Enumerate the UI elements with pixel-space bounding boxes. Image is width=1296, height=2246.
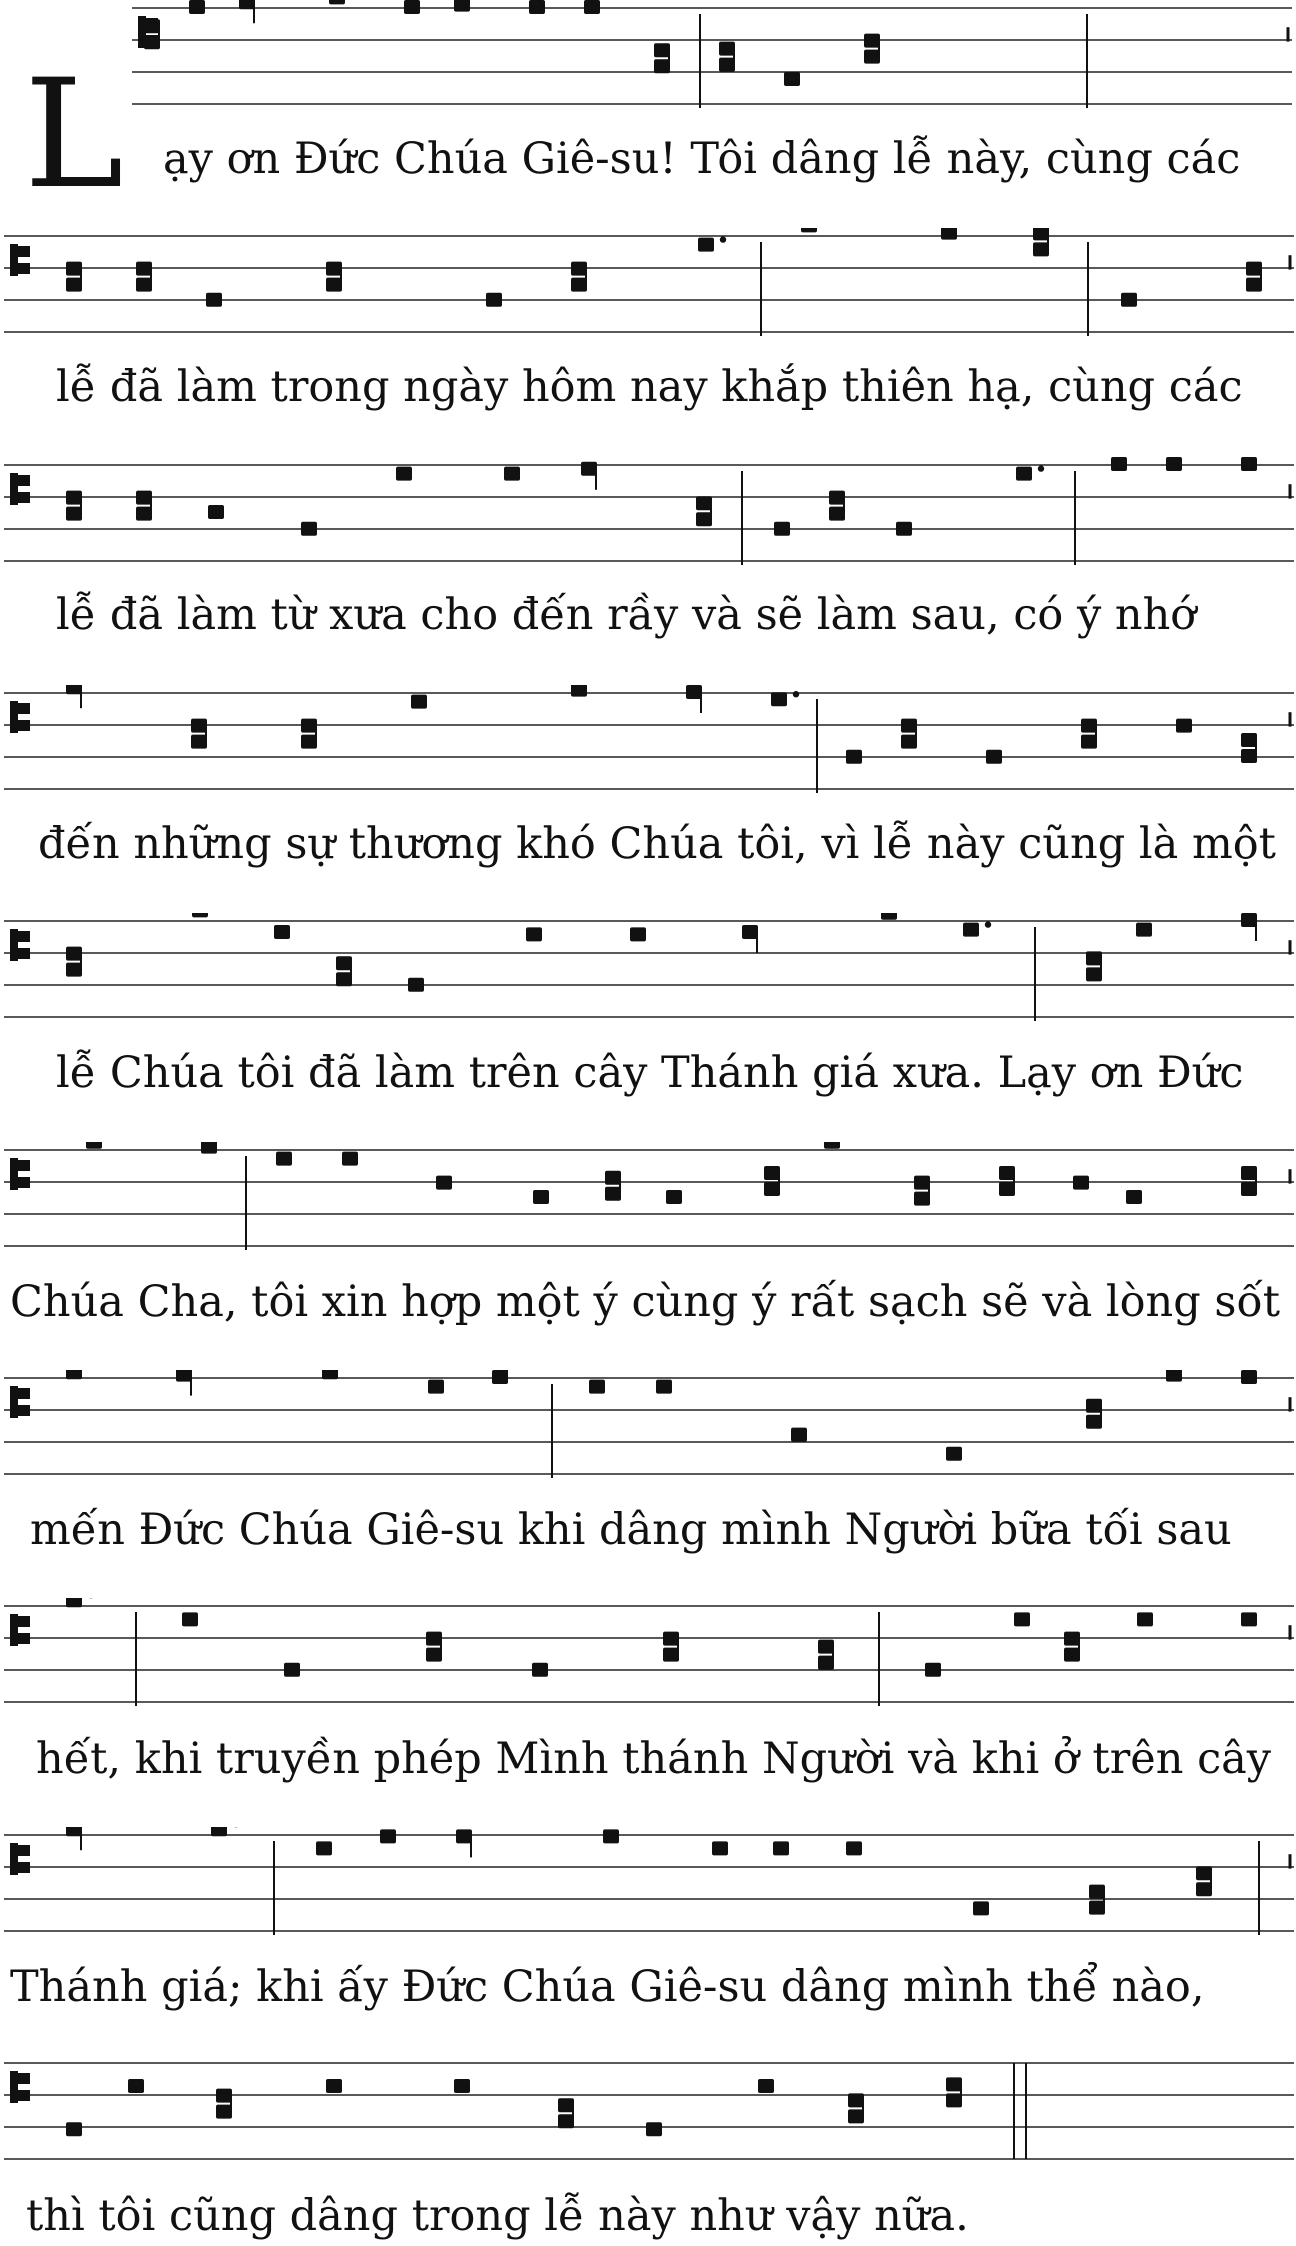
neume-punctum: [764, 1166, 780, 1196]
neume-punctum: [963, 921, 991, 936]
neume-punctum: [336, 956, 352, 986]
staff-svg: [4, 913, 1294, 1033]
neume-punctum: [1166, 457, 1182, 471]
staff-svg: [4, 1142, 1294, 1262]
lyric-line-7: mến Đức Chúa Giê-su khi dâng mình Người bữa tối sau: [30, 1505, 1232, 1555]
neume-punctum: [603, 1829, 619, 1843]
neume-punctum: [719, 42, 735, 72]
neume-punctum: [986, 750, 1002, 764]
staff-4: [4, 685, 1294, 805]
do-clef-icon: [10, 1158, 30, 1190]
neume-punctum: [128, 2079, 144, 2093]
lyric-line-5: lễ Chúa tôi đã làm trên cây Thánh giá xưa. Lạy ơn Đức: [56, 1048, 1244, 1098]
neume-punctum: [742, 925, 758, 953]
staff-svg: [4, 228, 1294, 348]
neume-punctum: [1073, 1176, 1089, 1190]
neume-punctum: [1246, 262, 1262, 292]
neume-punctum: [1136, 923, 1152, 937]
staff-svg: [132, 0, 1292, 120]
neume-punctum: [696, 496, 712, 526]
neume-punctum: [1137, 1612, 1153, 1626]
drop-cap: L: [24, 48, 124, 222]
lyric-line-10: thì tôi cũng dâng trong lễ này như vậy nữa.: [26, 2191, 969, 2241]
neume-punctum: [758, 2079, 774, 2093]
neume-punctum: [1016, 465, 1044, 480]
neume-punctum: [532, 1663, 548, 1677]
do-clef-icon: [10, 1843, 30, 1875]
neume-punctum: [829, 491, 845, 521]
do-clef-icon: [10, 929, 30, 961]
neume-punctum: [206, 293, 222, 307]
neume-punctum: [698, 236, 726, 251]
neume-punctum: [189, 0, 205, 14]
neume-punctum: [846, 1841, 862, 1855]
lyric-line-3: lễ đã làm từ xưa cho đến rầy và sẽ làm sau, có ý nhớ: [56, 590, 1197, 640]
neume-punctum: [646, 2122, 662, 2136]
neume-punctum: [896, 522, 912, 536]
neume-punctum: [342, 1152, 358, 1166]
neume-punctum: [584, 0, 600, 14]
staff-2: [4, 228, 1294, 348]
neume-punctum: [801, 228, 817, 232]
neume-punctum: [558, 2098, 574, 2128]
staff-7: [4, 1370, 1294, 1490]
neume-punctum: [1241, 733, 1257, 763]
neume-punctum: [605, 1171, 621, 1201]
neume-punctum: [408, 978, 424, 992]
neume-punctum: [901, 719, 917, 749]
neume-punctum: [66, 262, 82, 292]
neume-punctum: [1241, 1612, 1257, 1626]
neume-punctum: [66, 1370, 82, 1379]
neume-punctum: [136, 491, 152, 521]
neume-punctum: [66, 685, 82, 708]
neume-punctum: [66, 491, 82, 521]
neume-punctum: [818, 1640, 834, 1670]
neume-punctum: [326, 2079, 342, 2093]
neume-punctum: [216, 2089, 232, 2119]
neume-punctum: [941, 228, 957, 240]
staff-svg: [4, 1370, 1294, 1490]
neume-punctum: [380, 1829, 396, 1843]
do-clef-icon: [10, 1614, 30, 1646]
neume-punctum: [1196, 1866, 1212, 1896]
neume-punctum: [663, 1632, 679, 1662]
neume-punctum: [86, 1142, 102, 1149]
staff-svg: [4, 1827, 1294, 1947]
neume-punctum: [1086, 1399, 1102, 1429]
neume-punctum: [526, 927, 542, 941]
staff-8: [4, 1598, 1294, 1718]
neume-punctum: [66, 2122, 82, 2136]
staff-10: [4, 2055, 1294, 2175]
staff-1: [132, 0, 1292, 120]
neume-punctum: [1081, 719, 1097, 749]
neume-punctum: [329, 0, 345, 4]
neume-punctum: [284, 1663, 300, 1677]
neume-punctum: [486, 293, 502, 307]
do-clef-icon: [10, 2071, 30, 2103]
neume-punctum: [529, 0, 545, 14]
neume-punctum: [301, 719, 317, 749]
neume-punctum: [914, 1176, 930, 1206]
neume-punctum: [192, 913, 208, 917]
staff-9: [4, 1827, 1294, 1947]
neume-punctum: [881, 913, 897, 920]
neume-punctum: [1111, 457, 1127, 471]
neume-punctum: [1086, 951, 1102, 981]
neume-punctum: [824, 1142, 840, 1149]
neume-punctum: [322, 1370, 338, 1379]
neume-punctum: [1241, 1370, 1257, 1384]
neume-punctum: [656, 1380, 672, 1394]
neume-punctum: [1064, 1632, 1080, 1662]
neume-punctum: [326, 262, 342, 292]
neume-punctum: [426, 1632, 442, 1662]
neume-punctum: [504, 467, 520, 481]
neume-punctum: [771, 691, 799, 706]
neume-punctum: [1241, 913, 1257, 941]
neume-punctum: [654, 43, 670, 73]
staff-svg: [4, 457, 1294, 577]
neume-punctum: [208, 505, 224, 519]
neume-punctum: [411, 695, 427, 709]
do-clef-icon: [10, 1386, 30, 1418]
neume-punctum: [581, 462, 597, 490]
neume-punctum: [848, 2093, 864, 2123]
neume-punctum: [1126, 1190, 1142, 1204]
neume-punctum: [276, 1152, 292, 1166]
neume-punctum: [396, 467, 412, 481]
neume-punctum: [191, 719, 207, 749]
neume-punctum: [925, 1663, 941, 1677]
lyric-line-8: hết, khi truyền phép Mình thánh Người và khi ở trên cây: [36, 1734, 1272, 1784]
neume-punctum: [686, 685, 702, 713]
neume-punctum: [946, 1447, 962, 1461]
neume-punctum: [436, 1176, 452, 1190]
neume-punctum: [946, 2077, 962, 2107]
neume-punctum: [1014, 1612, 1030, 1626]
do-clef-icon: [10, 473, 30, 505]
neume-punctum: [428, 1380, 444, 1394]
staff-3: [4, 457, 1294, 577]
neume-punctum: [456, 1829, 472, 1857]
neume-punctum: [182, 1612, 198, 1626]
neume-punctum: [666, 1190, 682, 1204]
neume-punctum: [66, 947, 82, 977]
neume-punctum: [1166, 1370, 1182, 1382]
neume-punctum: [864, 34, 880, 64]
neume-punctum: [1241, 457, 1257, 471]
neume-punctum: [454, 0, 470, 12]
do-clef-icon: [10, 701, 30, 733]
lyric-line-4: đến những sự thương khó Chúa tôi, vì lễ này cũng là một: [38, 819, 1276, 869]
neume-punctum: [144, 19, 160, 49]
neume-punctum: [846, 750, 862, 764]
lyric-line-2: lễ đã làm trong ngày hôm nay khắp thiên hạ, cùng các: [56, 362, 1243, 412]
neume-punctum: [492, 1370, 508, 1384]
lyric-line-1: ạy ơn Đức Chúa Giê-su! Tôi dâng lễ này, cùng các: [163, 134, 1241, 184]
neume-punctum: [773, 1841, 789, 1855]
staff-svg: [4, 1598, 1294, 1718]
neume-punctum: [274, 925, 290, 939]
neume-punctum: [201, 1142, 217, 1154]
neume-punctum: [589, 1380, 605, 1394]
neume-punctum: [301, 522, 317, 536]
neume-punctum: [973, 1901, 989, 1915]
neume-punctum: [1241, 1166, 1257, 1196]
neume-punctum: [176, 1370, 192, 1396]
neume-punctum: [1033, 228, 1049, 256]
lyric-line-9: Thánh giá; khi ấy Đức Chúa Giê-su dâng mình thể nào,: [10, 1962, 1205, 2012]
neume-punctum: [316, 1841, 332, 1855]
neume-punctum: [454, 2079, 470, 2093]
neume-punctum: [66, 1827, 82, 1850]
neume-punctum: [571, 685, 587, 697]
neume-punctum: [630, 927, 646, 941]
staff-svg: [4, 2055, 1294, 2175]
staff-svg: [4, 685, 1294, 805]
neume-punctum: [1121, 293, 1137, 307]
neume-punctum: [533, 1190, 549, 1204]
neume-punctum: [791, 1428, 807, 1442]
neume-punctum: [571, 262, 587, 292]
neume-punctum: [999, 1166, 1015, 1196]
neume-punctum: [1176, 719, 1192, 733]
lyric-line-6: Chúa Cha, tôi xin hợp một ý cùng ý rất sạch sẽ và lòng sốt: [10, 1277, 1281, 1327]
staff-5: [4, 913, 1294, 1033]
neume-punctum: [404, 0, 420, 14]
neume-punctum: [239, 0, 255, 23]
neume-punctum: [712, 1841, 728, 1855]
neume-punctum: [784, 72, 800, 86]
neume-punctum: [136, 262, 152, 292]
do-clef-icon: [10, 244, 30, 276]
neume-punctum: [774, 522, 790, 536]
staff-6: [4, 1142, 1294, 1262]
